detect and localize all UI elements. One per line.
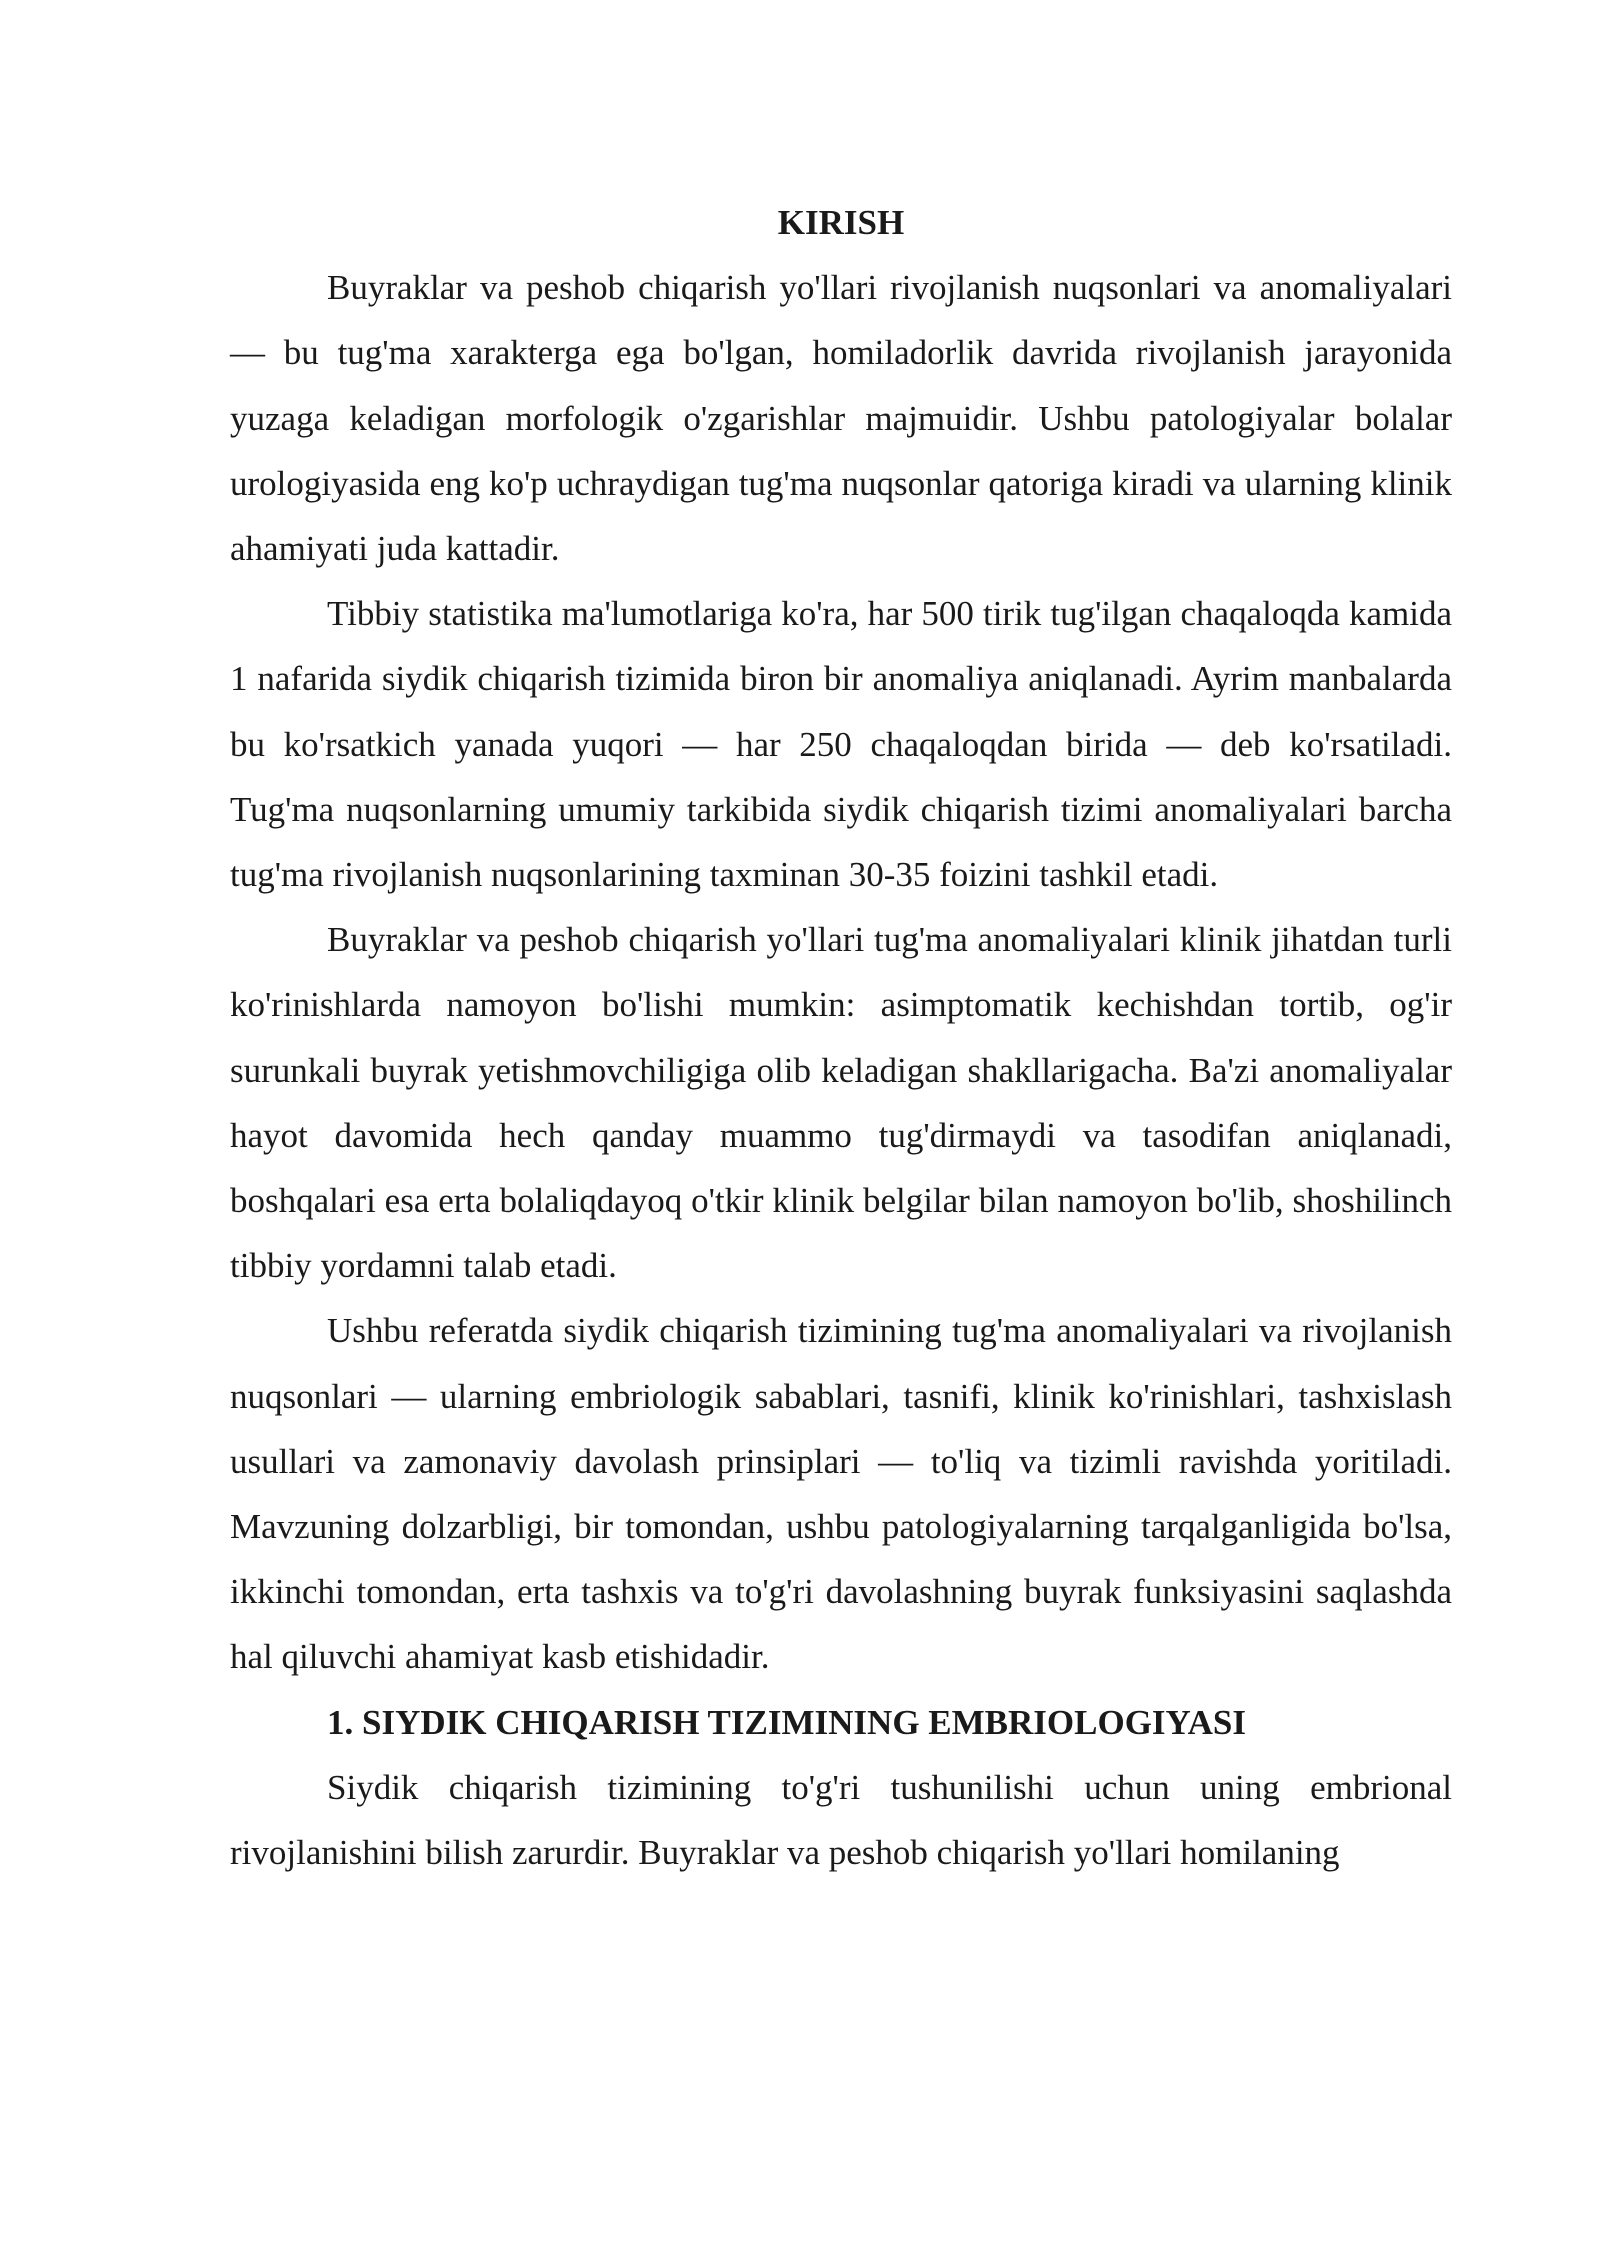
- document-body: [230, 190, 1452, 1885]
- section-paragraph: Siydik chiqarish tizimining to'g'ri tushunilishi uchun uning embrional rivojlanishini bilish zarurdir. Buyraklar va peshob chiqarish yo'llari homilaning: [230, 1767, 1452, 1873]
- section-heading: 1. SIYDIK CHIQARISH TIZIMINING EMBRIOLOGIYASI: [327, 1702, 1246, 1742]
- intro-paragraph-4: Ushbu referatda siydik chiqarish tizimining tug'ma anomaliyalari va rivojlanish nuqsonlari — ularning embriologik sabablari, tasnifi, klinik ko'rinishlari, tashxislash usullari va zamonaviy davolash prinsiplari — to'liq va tizimli ravishda yoritiladi. Mavzuning dolzarbligi, bir tomondan, ushbu patologiyalarning tarqalganligida bo'lsa, ikkinchi tomondan, erta tashxis va to'g'ri davolashning buyrak funksiyasini saqlashda hal qiluvchi ahamiyat kasb etishidadir.: [230, 1311, 1452, 1677]
- intro-paragraph-2: Tibbiy statistika ma'lumotlariga ko'ra, har 500 tirik tug'ilgan chaqaloqda kamida 1 nafarida siydik chiqarish tizimida biron bir anomaliya aniqlanadi. Ayrim manbalarda bu ko'rsatkich yanada yuqori — har 250 chaqaloqdan birida — deb ko'rsatiladi. Tug'ma nuqsonlarning umumiy tarkibida siydik chiqarish tizimi anomaliyalari barcha tug'ma rivojlanish nuqsonlarining taxminan 30-35 foizini tashkil etadi.: [230, 594, 1452, 895]
- intro-paragraph-3: Buyraklar va peshob chiqarish yo'llari tug'ma anomaliyalari klinik jihatdan turli ko'rinishlarda namoyon bo'lishi mumkin: asimptomatik kechishdan tortib, og'ir surunkali buyrak yetishmovchiligiga olib keladigan shakllarigacha. Ba'zi anomaliyalar hayot davomida hech qanday muammo tug'dirmaydi va tasodifan aniqlanadi, boshqalari esa erta bolaliqdayoq o'tkir klinik belgilar bilan namoyon bo'lib, shoshilinch tibbiy yordamni talab etadi.: [230, 920, 1452, 1286]
- page-title: KIRISH: [777, 203, 905, 242]
- intro-paragraph-1: Buyraklar va peshob chiqarish yo'llari rivojlanish nuqsonlari va anomaliyalari — bu tug'ma xarakterga ega bo'lgan, homiladorlik davrida rivojlanish jarayonida yuzaga keladigan morfologik o'zgarishlar majmuidir. Ushbu patologiyalar bolalar urologiyasida eng ko'p uchraydigan tug'ma nuqsonlar qatoriga kiradi va ularning klinik ahamiyati juda kattadir.: [230, 268, 1452, 569]
